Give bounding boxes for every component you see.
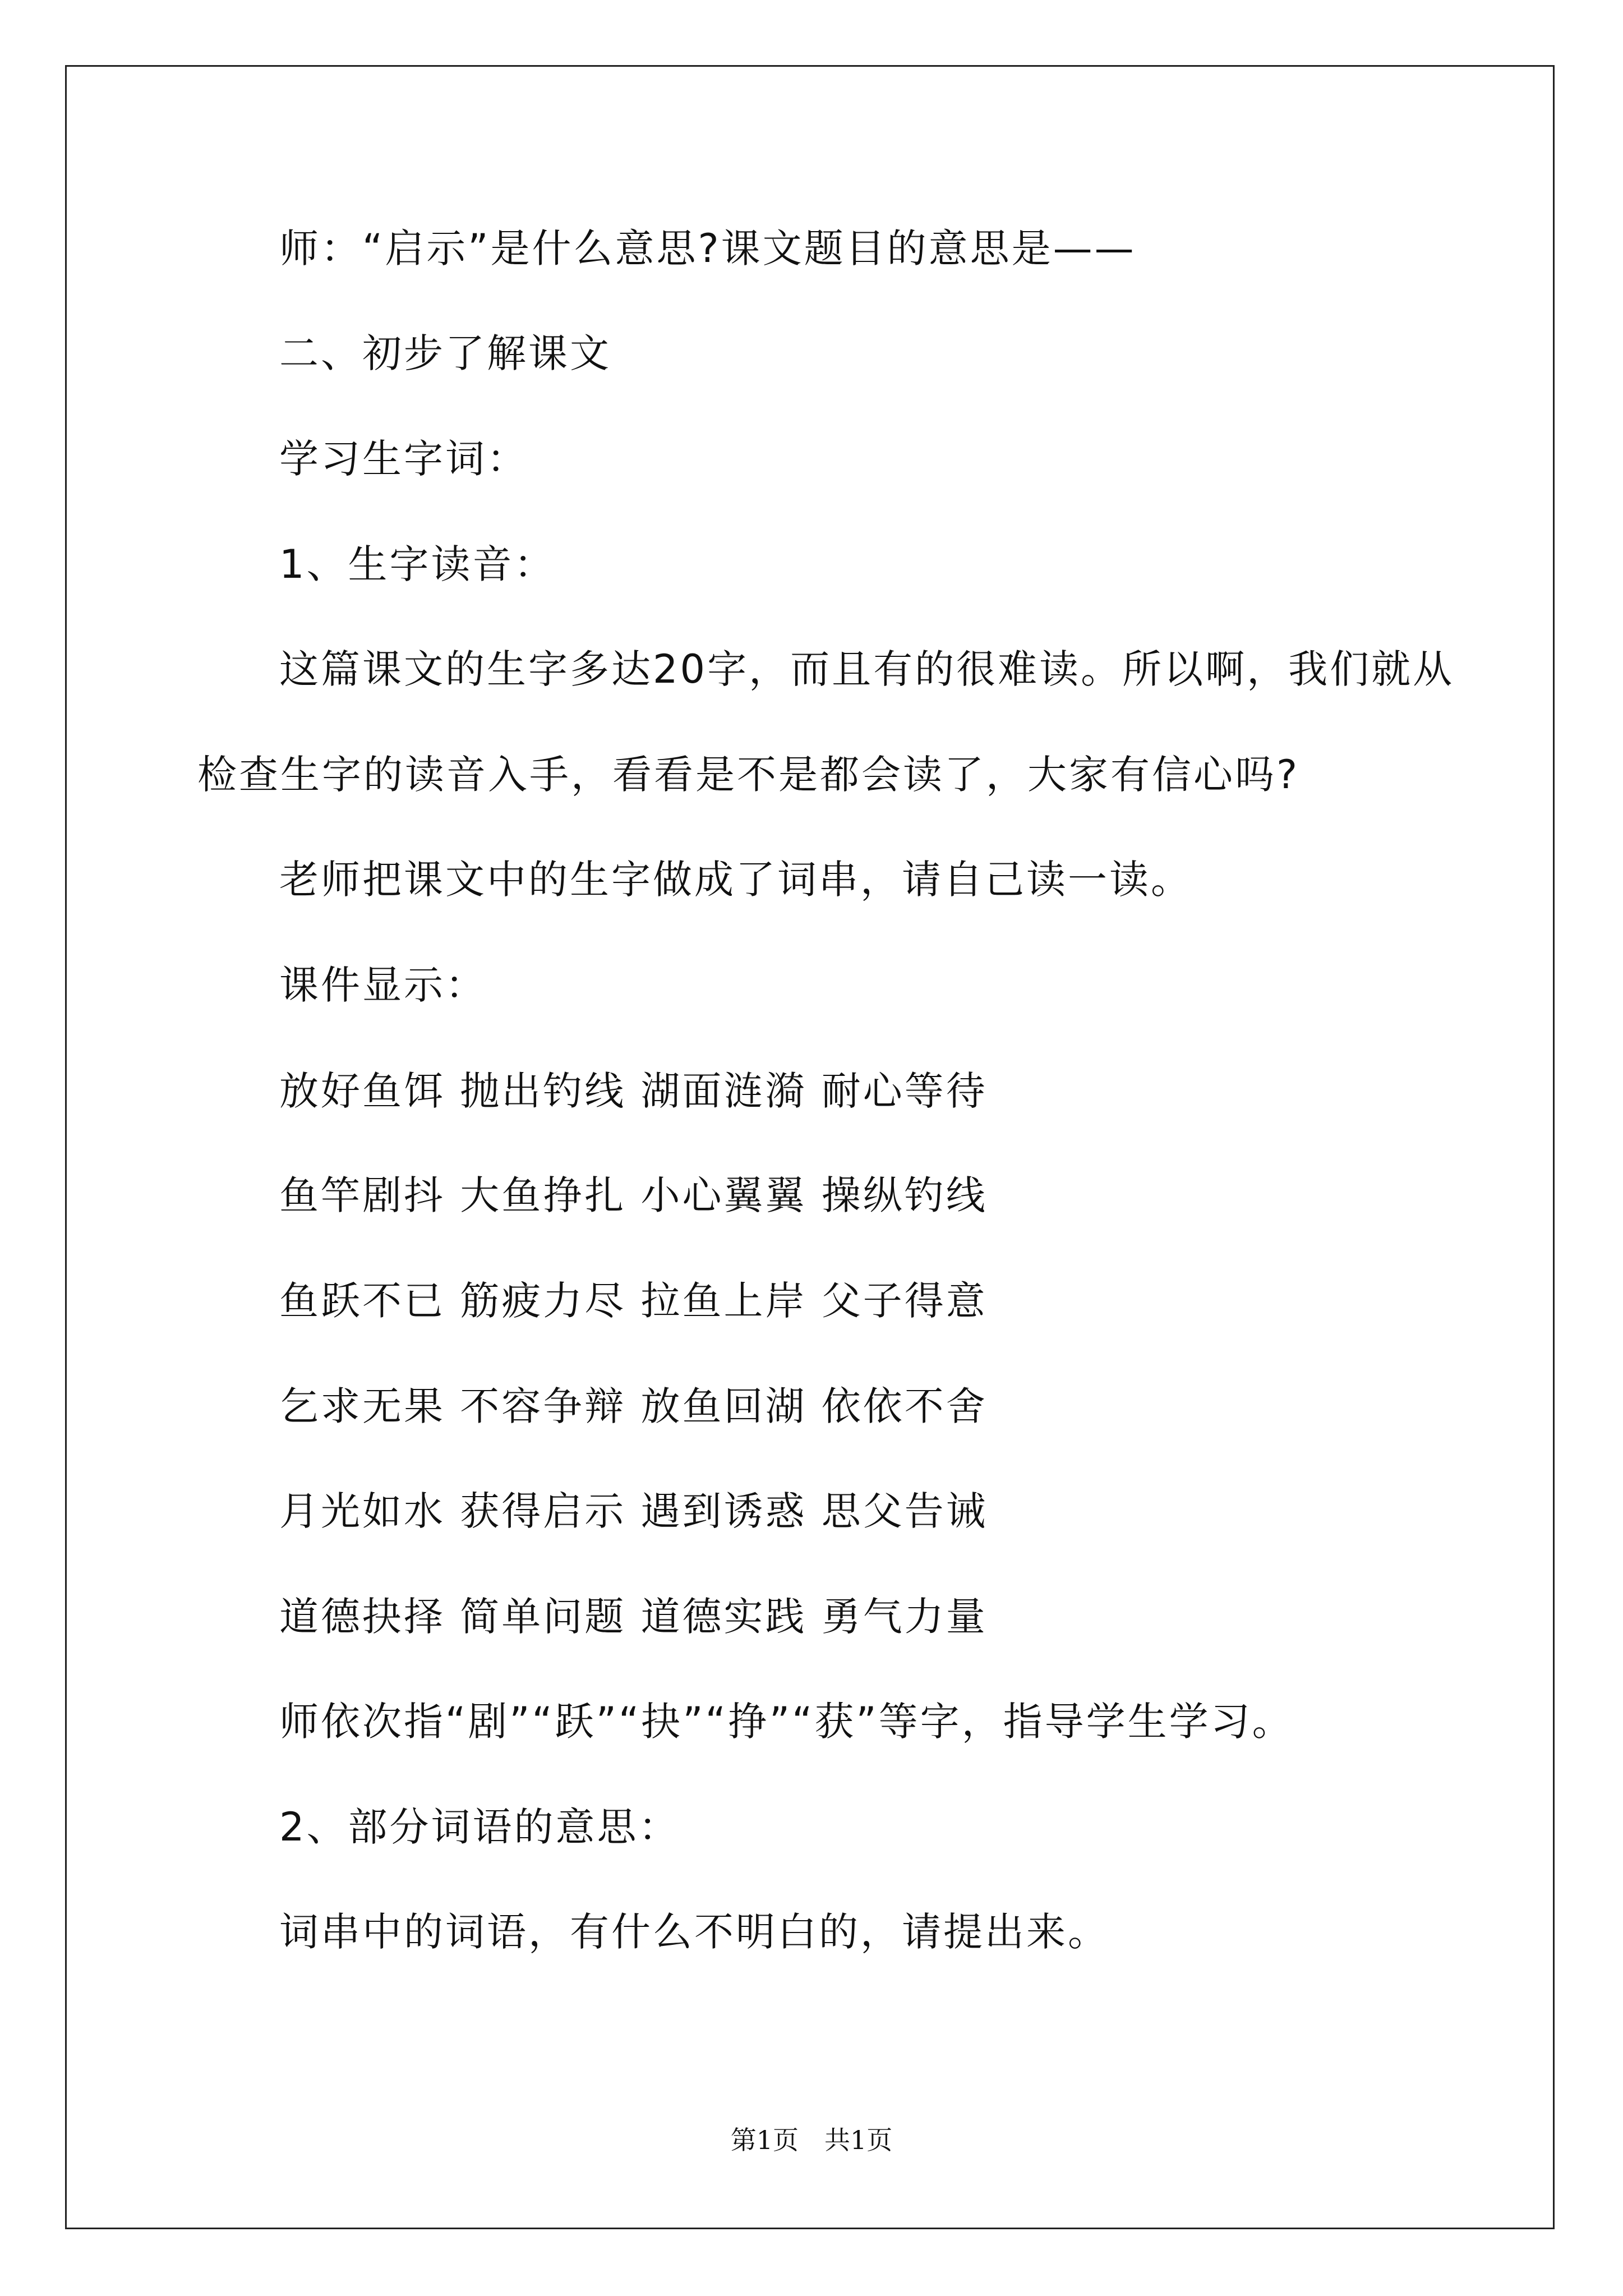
word-list-line: 乞求无果 不容争辩 放鱼回湖 依依不舍 xyxy=(279,1383,988,1429)
subheading: 1、生字读音： xyxy=(279,541,556,587)
page-number-footer: 第1页 共1页 xyxy=(730,2125,893,2155)
word-list-line: 鱼跃不已 筋疲力尽 拉鱼上岸 父子得意 xyxy=(279,1278,988,1324)
paragraph-line: 检查生字的读音入手，看看是不是都会读了，大家有信心吗? xyxy=(197,752,1300,798)
paragraph-line: 师依次指“剧”“跃”“抉”“挣”“获”等字，指导学生学习。 xyxy=(279,1699,1294,1745)
paragraph-line: 学习生字词： xyxy=(279,436,528,482)
paragraph-line: 师：“启示”是什么意思?课文题目的意思是—— xyxy=(279,226,1136,272)
paragraph-line: 课件显示： xyxy=(279,962,487,1008)
subheading: 2、部分词语的意思： xyxy=(279,1804,680,1850)
paragraph-line: 这篇课文的生字多达20字，而且有的很难读。所以啊，我们就从 xyxy=(279,646,1455,692)
word-list-line: 月光如水 获得启示 遇到诱惑 思父告诫 xyxy=(279,1488,988,1534)
section-heading: 二、初步了解课文 xyxy=(279,330,611,376)
paragraph-line: 词串中的词语，有什么不明白的，请提出来。 xyxy=(279,1909,1109,1955)
word-list-line: 道德抉择 简单问题 道德实践 勇气力量 xyxy=(279,1594,988,1640)
word-list-line: 放好鱼饵 抛出钓线 湖面涟漪 耐心等待 xyxy=(279,1068,988,1114)
paragraph-line: 老师把课文中的生字做成了词串，请自己读一读。 xyxy=(279,857,1192,903)
word-list-line: 鱼竿剧抖 大鱼挣扎 小心翼翼 操纵钓线 xyxy=(279,1172,988,1218)
